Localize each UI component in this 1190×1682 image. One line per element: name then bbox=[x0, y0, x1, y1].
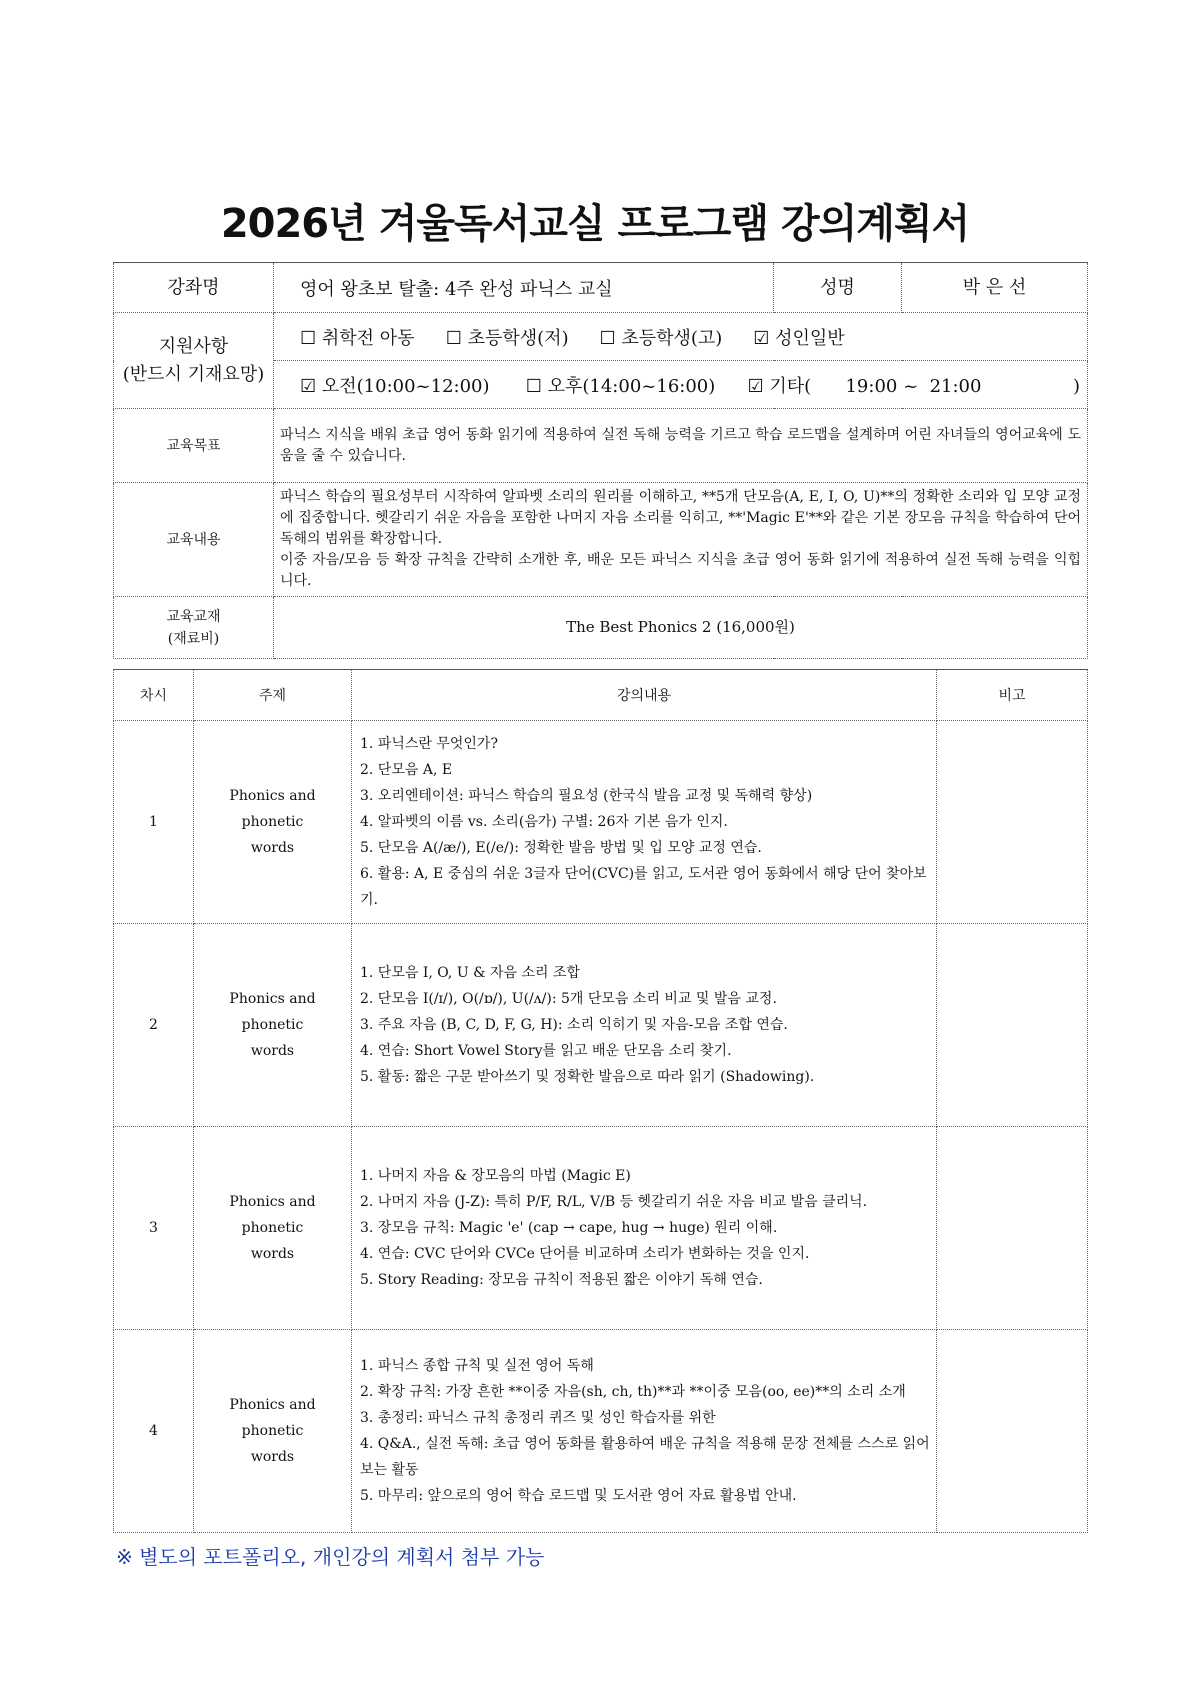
course-name-label: 강좌명 bbox=[114, 263, 274, 313]
content-text bbox=[274, 483, 1088, 597]
checked-checkbox-icon: ☑ bbox=[747, 375, 764, 397]
target-option-label: 초등학생(고) bbox=[621, 327, 723, 349]
header-note: 비고 bbox=[937, 670, 1088, 721]
list-item: 4. 연습: Short Vowel Story를 읽고 배운 단모음 소리 찾기. bbox=[360, 1043, 732, 1059]
target-option-adult[interactable] bbox=[753, 324, 844, 350]
list-item: 4. 연습: CVC 단어와 CVCe 단어를 비교하며 소리가 변화하는 것을 인지. bbox=[360, 1246, 810, 1262]
goal-text: 파닉스 지식을 배워 초급 영어 동화 읽기에 적용하여 실전 독해 능력을 기르고 학습 로드맵을 설계하며 어린 자녀들의 영어교육에 도움을 줄 수 있습니다. bbox=[274, 409, 1088, 483]
header-session: 차시 bbox=[114, 670, 194, 721]
session-note bbox=[937, 721, 1088, 924]
table-row bbox=[114, 721, 1088, 924]
topic-line: words bbox=[250, 1246, 295, 1262]
session-topic bbox=[194, 924, 352, 1127]
target-option-label: 취학전 아동 bbox=[321, 327, 415, 349]
list-item: 3. 오리엔테이션: 파닉스 학습의 필요성 (한국식 발음 교정 및 독해력 향상) bbox=[360, 788, 813, 804]
list-item: 4. Q&A., 실전 독해: 초급 영어 동화를 활용하여 배운 규칙을 적용해 문장 전체를 스스로 읽어보는 활동 bbox=[360, 1436, 930, 1478]
checked-checkbox-icon: ☑ bbox=[753, 327, 770, 349]
topic-line: Phonics and phonetic bbox=[229, 991, 316, 1033]
session-content bbox=[352, 721, 937, 924]
header-content: 강의내용 bbox=[352, 670, 937, 721]
session-number: 4 bbox=[114, 1330, 194, 1533]
target-option-label: 성인일반 bbox=[775, 327, 845, 349]
time-option-label: 기타( 19:00 ~ 21:00 ) bbox=[769, 375, 1081, 397]
time-option-label: 오전(10:00~12:00) bbox=[321, 375, 490, 397]
topic-line: Phonics and phonetic bbox=[229, 1194, 316, 1236]
list-item: 6. 활용: A, E 중심의 쉬운 3글자 단어(CVC)를 읽고, 도서관 영어 동화에서 해당 단어 찾아보기. bbox=[360, 866, 927, 908]
session-number: 2 bbox=[114, 924, 194, 1127]
target-option-elementary-low[interactable] bbox=[446, 324, 594, 350]
content-paragraph-1: 파닉스 학습의 필요성부터 시작하여 알파벳 소리의 원리를 이해하고, **5개 단모음(A, E, I, O, U)**의 정확한 소리와 입 모양 교정에 집중합니다. 헷갈리기 쉬운 자음을 포함한 나머지 자음 소리를 익히고, **'Magic E'**와 같은 기본 장모음 규칙을 학습하여 단어 독해의 범위를 확장합니다. bbox=[280, 489, 1081, 547]
session-content bbox=[352, 1330, 937, 1533]
table-row bbox=[114, 1127, 1088, 1330]
time-option-morning[interactable] bbox=[300, 372, 520, 398]
target-option-elementary-high[interactable] bbox=[599, 324, 747, 350]
session-content bbox=[352, 1127, 937, 1330]
topic-line: words bbox=[250, 1449, 295, 1465]
session-topic bbox=[194, 1330, 352, 1533]
session-content bbox=[352, 924, 937, 1127]
material-text: The Best Phonics 2 (16,000원) bbox=[274, 597, 1088, 659]
table-row bbox=[114, 924, 1088, 1127]
session-number: 1 bbox=[114, 721, 194, 924]
material-label-line1: 교육교재 bbox=[166, 608, 221, 625]
list-item: 1. 나머지 자음 & 장모음의 마법 (Magic E) bbox=[360, 1168, 631, 1184]
schedule-table bbox=[113, 669, 1088, 1533]
time-option-other[interactable] bbox=[747, 372, 1080, 398]
list-item: 1. 단모음 I, O, U & 자음 소리 조합 bbox=[360, 965, 581, 981]
list-item: 3. 장모음 규칙: Magic 'e' (cap → cape, hug → huge) 원리 이해. bbox=[360, 1220, 778, 1236]
list-item: 1. 파닉스란 무엇인가? bbox=[360, 736, 498, 752]
session-note bbox=[937, 1330, 1088, 1533]
list-item: 2. 단모음 A, E bbox=[360, 762, 453, 778]
course-info-table bbox=[113, 262, 1088, 659]
time-options bbox=[274, 361, 1088, 409]
list-item: 3. 주요 자음 (B, C, D, F, G, H): 소리 익히기 및 자음-모음 조합 연습. bbox=[360, 1017, 788, 1033]
content-label: 교육내용 bbox=[114, 483, 274, 597]
table-row bbox=[114, 1330, 1088, 1533]
goal-label: 교육목표 bbox=[114, 409, 274, 483]
session-note bbox=[937, 924, 1088, 1127]
session-number: 3 bbox=[114, 1127, 194, 1330]
checkbox-icon: ☐ bbox=[599, 327, 616, 349]
checkbox-icon: ☐ bbox=[525, 375, 542, 397]
time-option-afternoon[interactable] bbox=[526, 372, 742, 398]
list-item: 5. Story Reading: 장모음 규칙이 적용된 짧은 이야기 독해 연습. bbox=[360, 1272, 763, 1288]
support-label-line1: 지원사항 bbox=[158, 335, 229, 357]
content-paragraph-2: 이중 자음/모음 등 확장 규칙을 간략히 소개한 후, 배운 모든 파닉스 지식을 초급 영어 동화 읽기에 적용하여 실전 독해 능력을 익힙니다. bbox=[280, 552, 1081, 589]
header-topic: 주제 bbox=[194, 670, 352, 721]
list-item: 5. 활동: 짧은 구문 받아쓰기 및 정확한 발음으로 따라 읽기 (Shadowing). bbox=[360, 1069, 815, 1085]
material-label-line2: (재료비) bbox=[167, 630, 220, 647]
list-item: 4. 알파벳의 이름 vs. 소리(음가) 구별: 26자 기본 음가 인지. bbox=[360, 814, 728, 830]
topic-line: Phonics and phonetic bbox=[229, 1397, 316, 1439]
support-label bbox=[114, 313, 274, 409]
target-option-label: 초등학생(저) bbox=[467, 327, 569, 349]
checkbox-icon: ☐ bbox=[445, 327, 462, 349]
checkbox-icon: ☐ bbox=[300, 327, 317, 349]
material-label bbox=[114, 597, 274, 659]
list-item: 2. 확장 규칙: 가장 흔한 **이중 자음(sh, ch, th)**과 **이중 모음(oo, ee)**의 소리 소개 bbox=[360, 1384, 906, 1400]
list-item: 2. 단모음 I(/ɪ/), O(/ɒ/), U(/ʌ/): 5개 단모음 소리 비교 및 발음 교정. bbox=[360, 991, 777, 1007]
session-topic bbox=[194, 721, 352, 924]
list-item: 5. 마무리: 앞으로의 영어 학습 로드맵 및 도서관 영어 자료 활용법 안내. bbox=[360, 1488, 797, 1504]
session-topic bbox=[194, 1127, 352, 1330]
target-options bbox=[274, 313, 1088, 361]
support-label-line2: (반드시 기재요망) bbox=[122, 363, 265, 385]
instructor-name: 박 은 선 bbox=[902, 263, 1088, 313]
list-item: 5. 단모음 A(/æ/), E(/e/): 정확한 발음 방법 및 입 모양 교정 연습. bbox=[360, 840, 762, 856]
target-option-preschool[interactable] bbox=[300, 324, 440, 350]
session-note bbox=[937, 1127, 1088, 1330]
list-item: 3. 총정리: 파닉스 규칙 총정리 퀴즈 및 성인 학습자를 위한 bbox=[360, 1410, 716, 1426]
topic-line: words bbox=[250, 1043, 295, 1059]
list-item: 2. 나머지 자음 (J-Z): 특히 P/F, R/L, V/B 등 헷갈리기 쉬운 자음 비교 발음 클리닉. bbox=[360, 1194, 868, 1210]
time-option-label: 오후(14:00~16:00) bbox=[547, 375, 716, 397]
footnote: ※ 별도의 포트폴리오, 개인강의 계획서 첨부 가능 bbox=[116, 1545, 545, 1569]
topic-line: Phonics and phonetic bbox=[229, 788, 316, 830]
instructor-label: 성명 bbox=[774, 263, 902, 313]
checked-checkbox-icon: ☑ bbox=[300, 375, 317, 397]
course-name: 영어 왕초보 탈출: 4주 완성 파닉스 교실 bbox=[274, 263, 774, 313]
topic-line: words bbox=[250, 840, 295, 856]
page-title: 2026년 겨울독서교실 프로그램 강의계획서 bbox=[220, 201, 970, 247]
list-item: 1. 파닉스 종합 규칙 및 실전 영어 독해 bbox=[360, 1358, 594, 1374]
